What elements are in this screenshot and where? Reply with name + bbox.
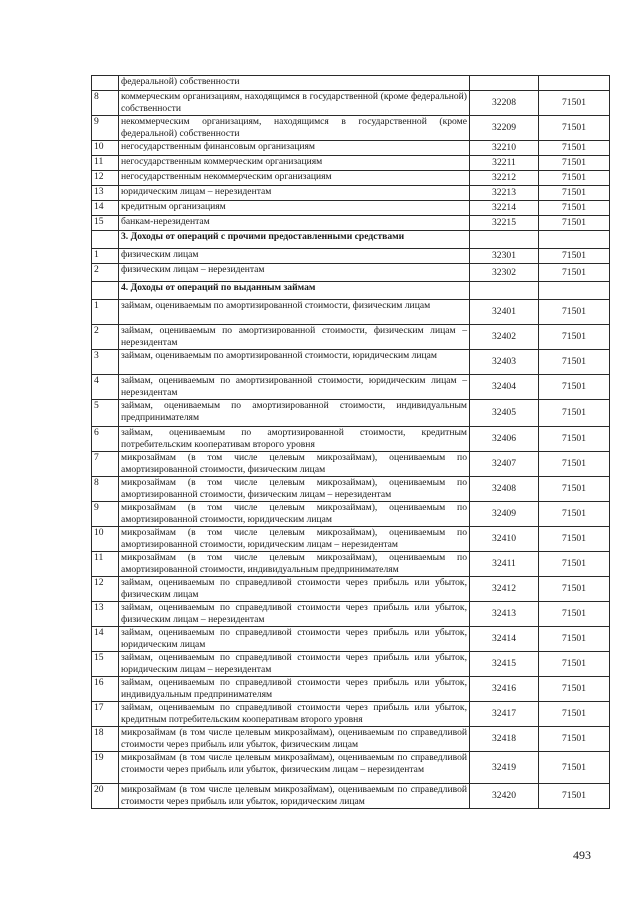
income-code-cell: 32410	[470, 527, 539, 552]
row-number-cell: 4	[92, 375, 119, 400]
page-number: 493	[573, 848, 591, 862]
kosgu-code-cell: 71501	[539, 141, 610, 156]
income-code-cell: 32407	[470, 452, 539, 477]
kosgu-code-cell: 71501	[539, 452, 610, 477]
kosgu-code-cell: 71501	[539, 752, 610, 784]
kosgu-code-cell: 71501	[539, 325, 610, 350]
table-row	[92, 577, 610, 602]
kosgu-code-cell: 71501	[539, 350, 610, 375]
description-cell: микрозаймам (в том числе целевым микрозаймам), оцениваемым по справедливой стоимости через прибыль или убыток, физическим лицам – нерезидентам	[119, 752, 470, 784]
income-code-cell: 32208	[470, 91, 539, 116]
description-cell: банкам-нерезидентам	[119, 216, 470, 231]
row-number-cell: 9	[92, 502, 119, 527]
description-cell: займам, оцениваемым по справедливой стоимости через прибыль или убыток, физическим лицам – нерезидентам	[119, 602, 470, 627]
income-code-cell: 32405	[470, 400, 539, 427]
kosgu-code-cell: 71501	[539, 502, 610, 527]
table-row	[92, 76, 610, 91]
row-number-cell: 2	[92, 325, 119, 350]
income-code-cell: 32211	[470, 156, 539, 171]
kosgu-code-cell	[539, 282, 610, 300]
kosgu-code-cell: 71501	[539, 201, 610, 216]
table-row	[92, 91, 610, 116]
row-number-cell: 16	[92, 677, 119, 702]
row-number-cell	[92, 76, 119, 91]
kosgu-code-cell	[539, 76, 610, 91]
description-cell: негосударственным финансовым организациям	[119, 141, 470, 156]
row-number-cell: 3	[92, 350, 119, 375]
section-header-row	[92, 231, 610, 249]
income-code-cell: 32420	[470, 784, 539, 809]
description-cell: 4. Доходы от операций по выданным займам	[119, 282, 470, 300]
income-code-cell: 32411	[470, 552, 539, 577]
row-number-cell: 13	[92, 186, 119, 201]
table-row	[92, 350, 610, 375]
kosgu-code-cell: 71501	[539, 375, 610, 400]
kosgu-code-cell: 71501	[539, 727, 610, 752]
table-row	[92, 156, 610, 171]
income-code-cell: 32409	[470, 502, 539, 527]
table-row	[92, 325, 610, 350]
income-code-cell: 32419	[470, 752, 539, 784]
table-row	[92, 186, 610, 201]
description-cell: займам, оцениваемым по амортизированной стоимости, индивидуальным предпринимателям	[119, 400, 470, 427]
income-code-cell	[470, 231, 539, 249]
kosgu-code-cell: 71501	[539, 300, 610, 325]
table-row	[92, 477, 610, 502]
income-code-cell: 32404	[470, 375, 539, 400]
row-number-cell: 6	[92, 427, 119, 452]
income-code-cell: 32417	[470, 702, 539, 727]
description-cell: микрозаймам (в том числе целевым микрозаймам), оцениваемым по амортизированной стоимости, юридическим лицам	[119, 502, 470, 527]
table-row	[92, 400, 610, 427]
kosgu-code-cell: 71501	[539, 216, 610, 231]
kosgu-code-cell: 71501	[539, 156, 610, 171]
row-number-cell: 10	[92, 527, 119, 552]
income-code-cell: 32214	[470, 201, 539, 216]
row-number-cell	[92, 282, 119, 300]
income-code-cell: 32402	[470, 325, 539, 350]
description-cell: займам, оцениваемым по справедливой стоимости через прибыль или убыток, индивидуальным предпринимателям	[119, 677, 470, 702]
kosgu-code-cell: 71501	[539, 552, 610, 577]
kosgu-code-cell: 71501	[539, 264, 610, 282]
section-header-row	[92, 282, 610, 300]
kosgu-code-cell: 71501	[539, 627, 610, 652]
kosgu-code-cell	[539, 231, 610, 249]
kosgu-code-cell: 71501	[539, 171, 610, 186]
table-body	[92, 76, 610, 809]
description-cell: кредитным организациям	[119, 201, 470, 216]
kosgu-code-cell: 71501	[539, 527, 610, 552]
kosgu-code-cell: 71501	[539, 400, 610, 427]
row-number-cell: 18	[92, 727, 119, 752]
row-number-cell: 15	[92, 652, 119, 677]
row-number-cell: 11	[92, 156, 119, 171]
table-row	[92, 375, 610, 400]
income-code-cell: 32418	[470, 727, 539, 752]
income-code-cell: 32401	[470, 300, 539, 325]
description-cell: негосударственным коммерческим организациям	[119, 156, 470, 171]
row-number-cell: 12	[92, 171, 119, 186]
row-number-cell: 14	[92, 201, 119, 216]
kosgu-code-cell: 71501	[539, 249, 610, 264]
table-row	[92, 216, 610, 231]
income-code-cell: 32414	[470, 627, 539, 652]
description-cell: займам, оцениваемым по амортизированной стоимости, физическим лицам – нерезидентам	[119, 325, 470, 350]
table-row	[92, 264, 610, 282]
table-row	[92, 427, 610, 452]
table-row	[92, 552, 610, 577]
income-code-cell: 32302	[470, 264, 539, 282]
income-code-cell: 32210	[470, 141, 539, 156]
kosgu-code-cell: 71501	[539, 116, 610, 141]
income-code-cell: 32301	[470, 249, 539, 264]
description-cell: займам, оцениваемым по амортизированной стоимости, кредитным потребительским кооперативам второго уровня	[119, 427, 470, 452]
row-number-cell: 1	[92, 249, 119, 264]
row-number-cell: 1	[92, 300, 119, 325]
row-number-cell: 12	[92, 577, 119, 602]
kosgu-code-cell: 71501	[539, 186, 610, 201]
description-cell: коммерческим организациям, находящимся в государственной (кроме федеральной) собственности	[119, 91, 470, 116]
description-cell: микрозаймам (в том числе целевым микрозаймам), оцениваемым по амортизированной стоимости, физическим лицам	[119, 452, 470, 477]
row-number-cell: 20	[92, 784, 119, 809]
document-table	[91, 75, 610, 809]
row-number-cell: 2	[92, 264, 119, 282]
table-row	[92, 527, 610, 552]
row-number-cell: 9	[92, 116, 119, 141]
description-cell: 3. Доходы от операций с прочими предоставленными средствами	[119, 231, 470, 249]
income-code-cell: 32213	[470, 186, 539, 201]
kosgu-code-cell: 71501	[539, 677, 610, 702]
row-number-cell: 8	[92, 91, 119, 116]
description-cell: займам, оцениваемым по справедливой стоимости через прибыль или убыток, юридическим лицам	[119, 627, 470, 652]
description-cell: федеральной) собственности	[119, 76, 470, 91]
description-cell: микрозаймам (в том числе целевым микрозаймам), оцениваемым по амортизированной стоимости, юридическим лицам – нерезидентам	[119, 527, 470, 552]
income-code-cell: 32416	[470, 677, 539, 702]
table-row	[92, 784, 610, 809]
row-number-cell: 10	[92, 141, 119, 156]
description-cell: микрозаймам (в том числе целевым микрозаймам), оцениваемым по амортизированной стоимости, индивидуальным предпринимателям	[119, 552, 470, 577]
description-cell: займам, оцениваемым по амортизированной стоимости, юридическим лицам – нерезидентам	[119, 375, 470, 400]
description-cell: займам, оцениваемым по справедливой стоимости через прибыль или убыток, физическим лицам	[119, 577, 470, 602]
description-cell: микрозаймам (в том числе целевым микрозаймам), оцениваемым по справедливой стоимости через прибыль или убыток, юридическим лицам	[119, 784, 470, 809]
description-cell: займам, оцениваемым по справедливой стоимости через прибыль или убыток, юридическим лицам – нерезидентам	[119, 652, 470, 677]
kosgu-code-cell: 71501	[539, 702, 610, 727]
kosgu-code-cell: 71501	[539, 577, 610, 602]
table-row	[92, 249, 610, 264]
table-row	[92, 141, 610, 156]
income-code-cell: 32408	[470, 477, 539, 502]
row-number-cell: 17	[92, 702, 119, 727]
kosgu-code-cell: 71501	[539, 91, 610, 116]
table-row	[92, 727, 610, 752]
row-number-cell: 11	[92, 552, 119, 577]
income-code-cell	[470, 282, 539, 300]
table-row	[92, 502, 610, 527]
row-number-cell: 5	[92, 400, 119, 427]
table-row	[92, 300, 610, 325]
description-cell: займам, оцениваемым по амортизированной стоимости, физическим лицам	[119, 300, 470, 325]
income-code-cell: 32415	[470, 652, 539, 677]
description-cell: займам, оцениваемым по амортизированной стоимости, юридическим лицам	[119, 350, 470, 375]
description-cell: юридическим лицам – нерезидентам	[119, 186, 470, 201]
table-row	[92, 116, 610, 141]
income-code-cell: 32209	[470, 116, 539, 141]
kosgu-code-cell: 71501	[539, 427, 610, 452]
income-code-cell: 32215	[470, 216, 539, 231]
row-number-cell: 13	[92, 602, 119, 627]
income-code-cell: 32412	[470, 577, 539, 602]
row-number-cell	[92, 231, 119, 249]
description-cell: некоммерческим организациям, находящимся в государственной (кроме федеральной) собственности	[119, 116, 470, 141]
table-row	[92, 627, 610, 652]
row-number-cell: 14	[92, 627, 119, 652]
table-row	[92, 452, 610, 477]
table-row	[92, 602, 610, 627]
income-code-cell: 32413	[470, 602, 539, 627]
description-cell: негосударственным некоммерческим организациям	[119, 171, 470, 186]
income-code-cell	[470, 76, 539, 91]
table-row	[92, 677, 610, 702]
description-cell: микрозаймам (в том числе целевым микрозаймам), оцениваемым по амортизированной стоимости, физическим лицам – нерезидентам	[119, 477, 470, 502]
description-cell: физическим лицам – нерезидентам	[119, 264, 470, 282]
description-cell: микрозаймам (в том числе целевым микрозаймам), оцениваемым по справедливой стоимости через прибыль или убыток, физическим лицам	[119, 727, 470, 752]
kosgu-code-cell: 71501	[539, 784, 610, 809]
income-code-cell: 32406	[470, 427, 539, 452]
kosgu-code-cell: 71501	[539, 602, 610, 627]
table-row	[92, 752, 610, 784]
table-row	[92, 201, 610, 216]
row-number-cell: 15	[92, 216, 119, 231]
income-code-cell: 32403	[470, 350, 539, 375]
row-number-cell: 7	[92, 452, 119, 477]
description-cell: займам, оцениваемым по справедливой стоимости через прибыль или убыток, кредитным потребительским кооперативам второго уровня	[119, 702, 470, 727]
table-row	[92, 702, 610, 727]
income-code-cell: 32212	[470, 171, 539, 186]
description-cell: физическим лицам	[119, 249, 470, 264]
kosgu-code-cell: 71501	[539, 652, 610, 677]
table-row	[92, 171, 610, 186]
row-number-cell: 8	[92, 477, 119, 502]
row-number-cell: 19	[92, 752, 119, 784]
kosgu-code-cell: 71501	[539, 477, 610, 502]
table-row	[92, 652, 610, 677]
